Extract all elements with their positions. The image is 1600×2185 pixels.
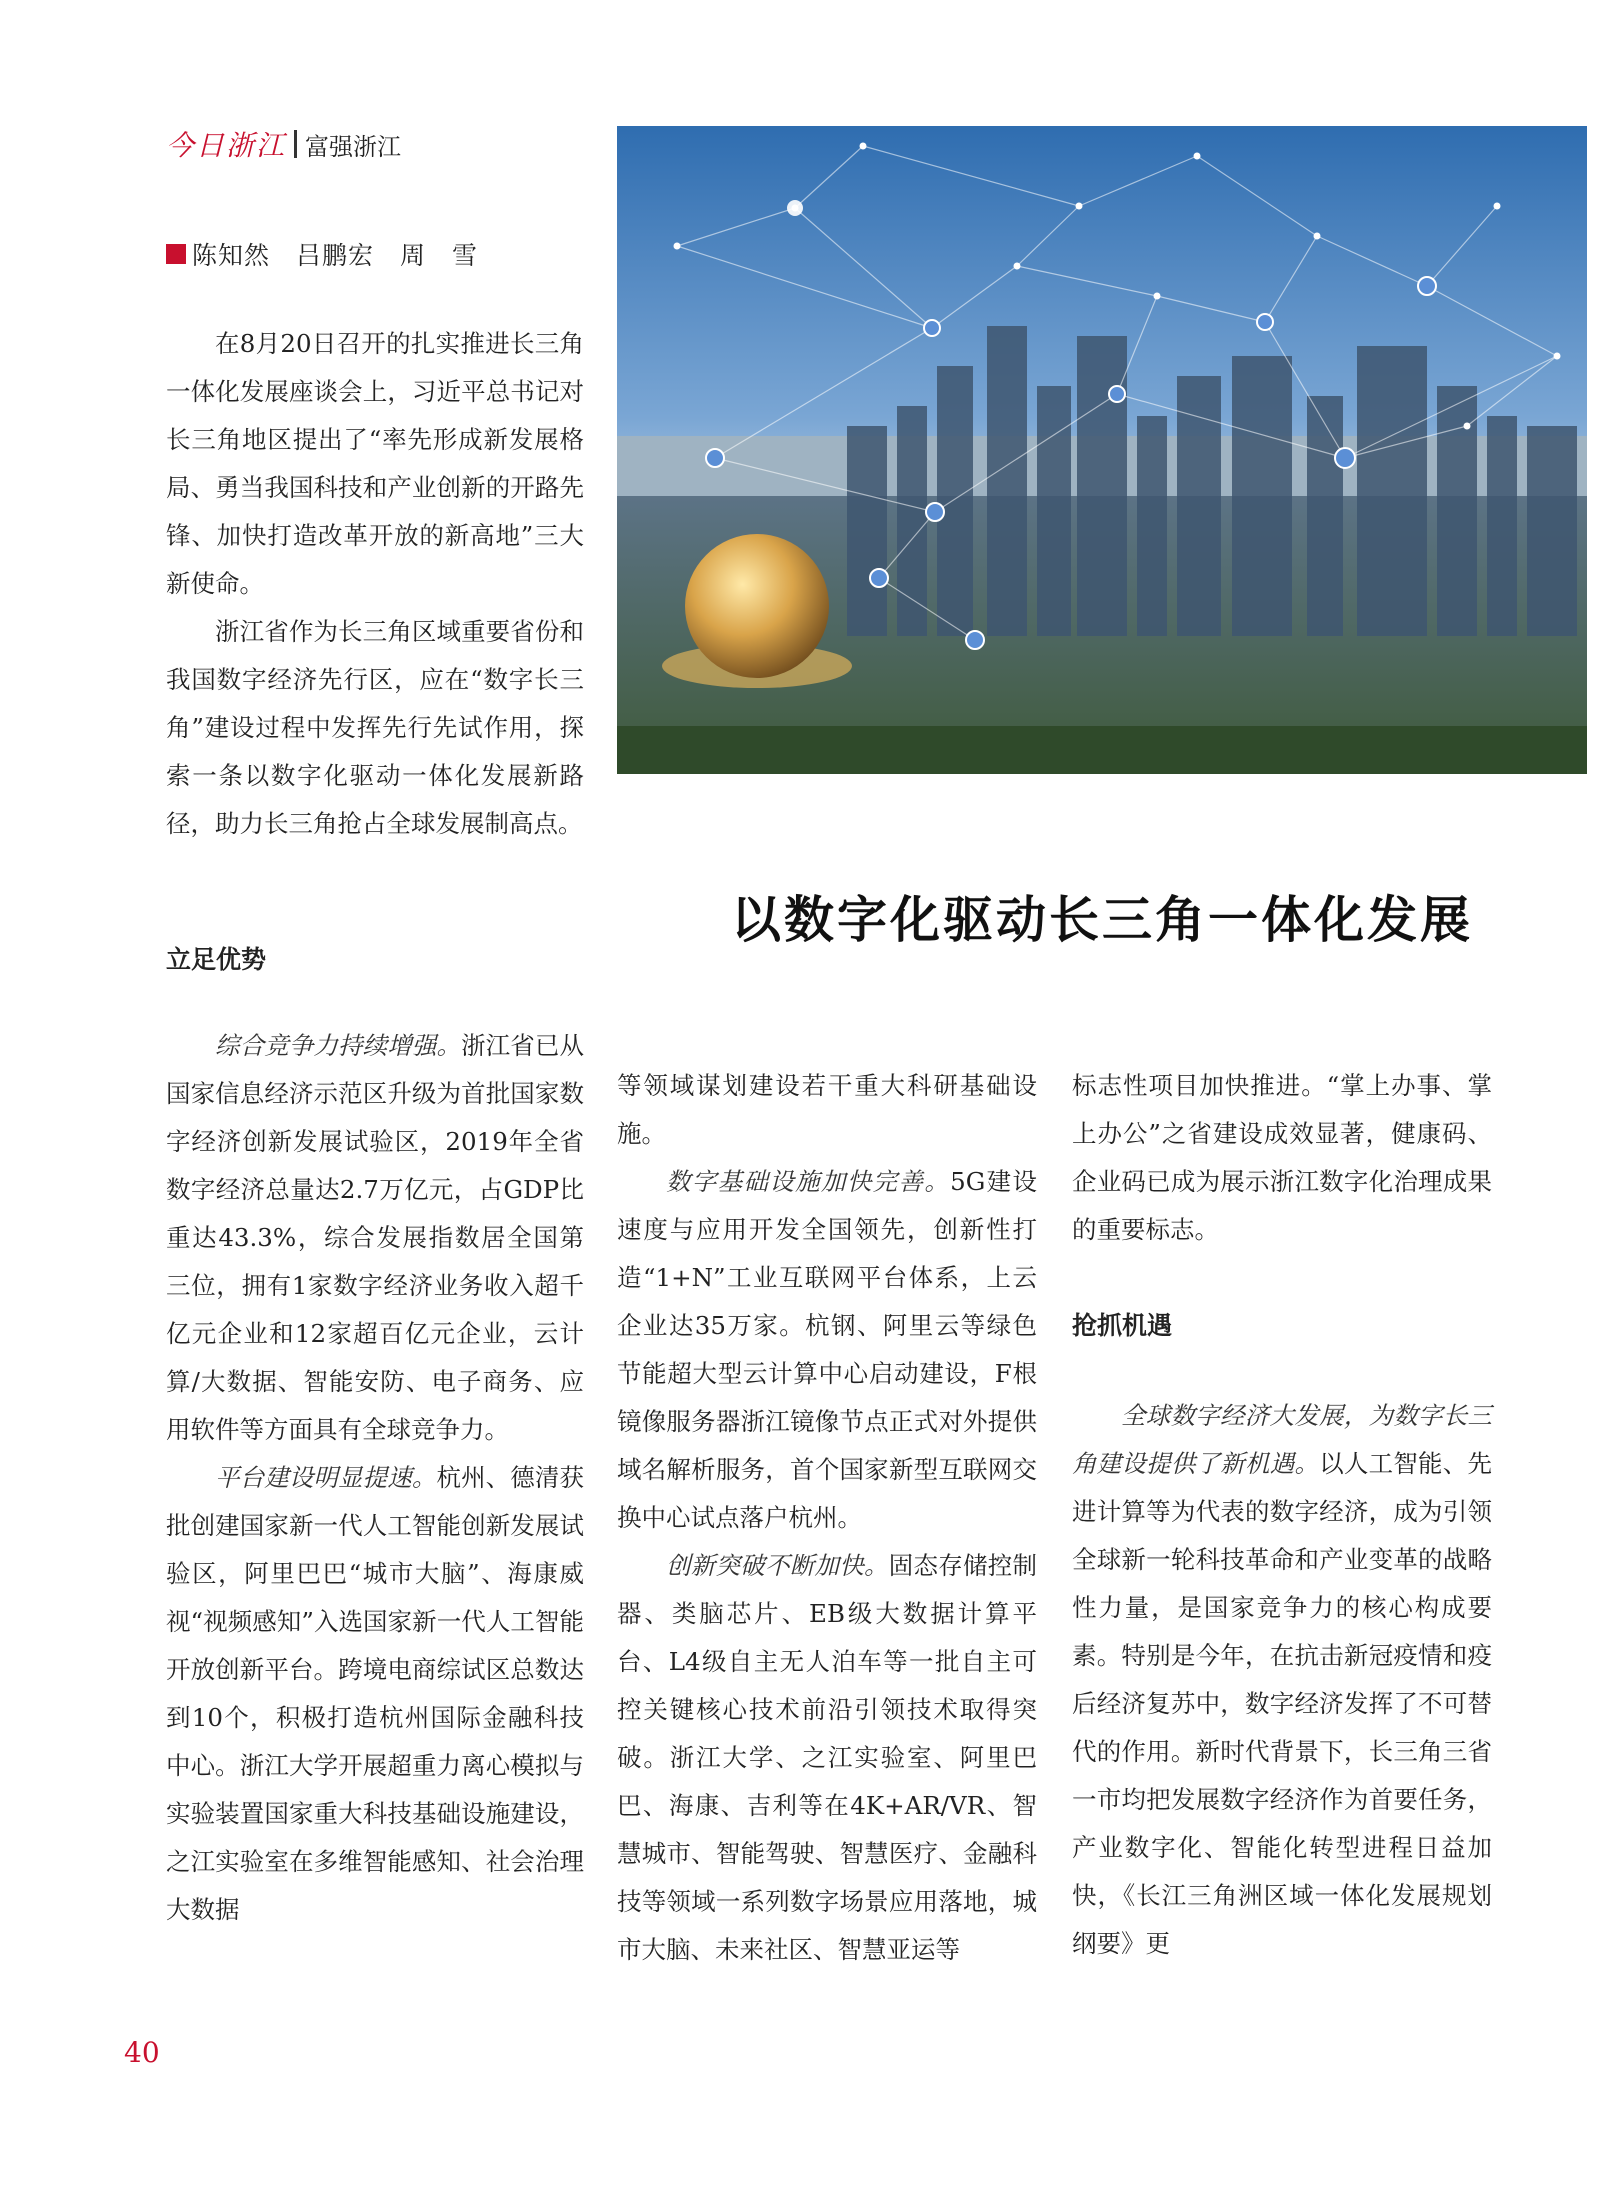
section-heading-qiangzhua: 抢抓机遇 xyxy=(1072,1311,1173,1340)
body-paragraph xyxy=(1072,1062,1492,1254)
paragraph-text: 固态存储控制器、类脑芯片、EB级大数据计算平台、L4级自主无人泊车等一批自主可控关键核心技术前沿引领技术取得突破。浙江大学、之江实验室、阿里巴巴、海康、吉利等在4K+AR/VR、智慧城市、智能驾驶、智慧医疗、金融科技等领域一系列数字场景应用落地，城市大脑、未来社区、智慧亚运等 xyxy=(617,1551,1037,1964)
car-icon xyxy=(926,503,944,521)
network-node xyxy=(1014,263,1021,270)
intro-paragraph: 在8月20日召开的扎实推进长三角一体化发展座谈会上，习近平总书记对长三角地区提出了“率先形成新发展格局、勇当我国科技和产业创新的开路先锋、加快打造改革开放的新高地”三大新使命。 xyxy=(166,329,584,598)
city-network-illustration xyxy=(617,126,1587,774)
globe-icon xyxy=(1418,277,1436,295)
network-node xyxy=(1194,153,1201,160)
paragraph-text: 等领域谋划建设若干重大科研基础设施。 xyxy=(617,1071,1037,1148)
phone-icon xyxy=(1109,386,1125,402)
network-node xyxy=(1076,203,1083,210)
plane-icon xyxy=(706,449,724,467)
paragraph-text: 浙江省已从国家信息经济示范区升级为首批国家数字经济创新发展试验区，2019年全省数字经济总量达2.7万亿元，占GDP比重达43.3%，综合发展指数居全国第三位，拥有1家数字经济业务收入超千亿元企业和12家超百亿元企业，云计算/大数据、智能安防、电子商务、应用软件等方面具有全球竞争力。 xyxy=(166,1031,585,1444)
skyscraper xyxy=(897,406,927,636)
byline xyxy=(166,236,478,272)
author-names: 陈知然 吕鹏宏 周 雪 xyxy=(192,241,479,270)
skyscraper xyxy=(1137,416,1167,636)
skyscraper xyxy=(1232,356,1292,636)
network-node xyxy=(1314,233,1321,240)
chat-icon xyxy=(924,320,940,336)
intro-paragraph: 浙江省作为长三角区域重要省份和我国数字经济先行区，应在“数字长三角”建设过程中发挥先行先试作用，探索一条以数字化驱动一体化发展新路径，助力长三角抢占全球发展制高点。 xyxy=(166,617,584,838)
masthead xyxy=(166,124,401,164)
skyscraper xyxy=(1037,386,1071,636)
intro-column xyxy=(166,320,584,848)
section-heading-lizu: 立足优势 xyxy=(166,945,267,974)
lock-icon xyxy=(966,631,984,649)
body-column-2 xyxy=(617,1062,1037,1974)
paragraph-text: 5G建设速度与应用开发全国领先，创新性打造“1+N”工业互联网平台体系，上云企业达35万家。杭钢、阿里云等绿色节能超大型云计算中心启动建设，F根镜像服务器浙江镜像节点正式对外提供域名解析服务，首个国家新型互联网交换中心试点落户杭州。 xyxy=(617,1167,1037,1532)
skyscraper xyxy=(1487,416,1517,636)
skyscraper xyxy=(1527,426,1577,636)
article-title: 以数字化驱动长三角一体化发展 xyxy=(731,890,1473,949)
skyscraper xyxy=(1307,396,1343,636)
magazine-logo: 今日浙江 xyxy=(166,129,287,162)
network-node xyxy=(1464,423,1471,430)
paragraph-lead: 数字基础设施加快完善。 xyxy=(666,1167,951,1196)
paragraph-lead: 创新突破不断加快。 xyxy=(666,1551,889,1580)
skyscraper xyxy=(1177,376,1221,636)
network-node xyxy=(860,143,867,150)
paragraph-lead: 平台建设明显提速。 xyxy=(215,1463,437,1492)
sphere-building xyxy=(685,534,829,678)
skyscraper xyxy=(1357,346,1427,636)
body-paragraph xyxy=(617,1542,1037,1974)
paragraph-text: 杭州、德清获批创建国家新一代人工智能创新发展试验区，阿里巴巴“城市大脑”、海康威视“视频感知”入选国家新一代人工智能开放创新平台。跨境电商综试区总数达到10个，积极打造杭州国际金融科技中心。浙江大学开展超重力离心模拟与实验装置国家重大科技基础设施建设，之江实验室在多维智能感知、社会治理大数据 xyxy=(166,1463,585,1924)
bitcoin-icon xyxy=(1335,448,1355,468)
cart-icon xyxy=(1257,314,1273,330)
byline-marker xyxy=(166,244,186,264)
body-paragraph xyxy=(166,1022,584,1454)
section-name: 富强浙江 xyxy=(305,132,402,161)
hero-image xyxy=(617,126,1587,774)
network-node xyxy=(1154,293,1161,300)
network-node xyxy=(674,243,681,250)
body-paragraph xyxy=(617,1062,1037,1158)
skyscraper xyxy=(1077,336,1127,636)
wifi-icon xyxy=(787,200,803,216)
paragraph-text: 标志性项目加快推进。“掌上办事、掌上办公”之省建设成效显著，健康码、企业码已成为展示浙江数字化治理成果的重要标志。 xyxy=(1072,1071,1492,1244)
masthead-divider xyxy=(294,130,297,158)
skyscraper xyxy=(847,426,887,636)
body-paragraph xyxy=(166,1454,584,1934)
network-node xyxy=(1494,203,1501,210)
paragraph-text: 以人工智能、先进计算等为代表的数字经济，成为引领全球新一轮科技革命和产业变革的战略性力量，是国家竞争力的核心构成要素。特别是今年，在抗击新冠疫情和疫后经济复苏中，数字经济发挥了不可替代的作用。新时代背景下，长三角三省一市均把发展数字经济作为首要任务，产业数字化、智能化转型进程日益加快，《长江三角洲区域一体化发展规划纲要》更 xyxy=(1072,1449,1492,1958)
skyscraper xyxy=(987,326,1027,636)
page-number: 40 xyxy=(124,2036,160,2069)
cloud-icon xyxy=(870,569,888,587)
paragraph-lead: 全球数字经济大发展，为数字长三角建设提供了新机遇。 xyxy=(1072,1401,1492,1478)
body-column-1 xyxy=(166,1022,584,1934)
body-paragraph xyxy=(1072,1392,1492,1968)
skyscraper xyxy=(937,366,973,636)
body-paragraph xyxy=(617,1158,1037,1542)
body-column-3-bottom xyxy=(1072,1392,1492,1968)
body-column-3-top xyxy=(1072,1062,1492,1254)
network-node xyxy=(1554,353,1561,360)
paragraph-lead: 综合竞争力持续增强。 xyxy=(215,1031,462,1060)
